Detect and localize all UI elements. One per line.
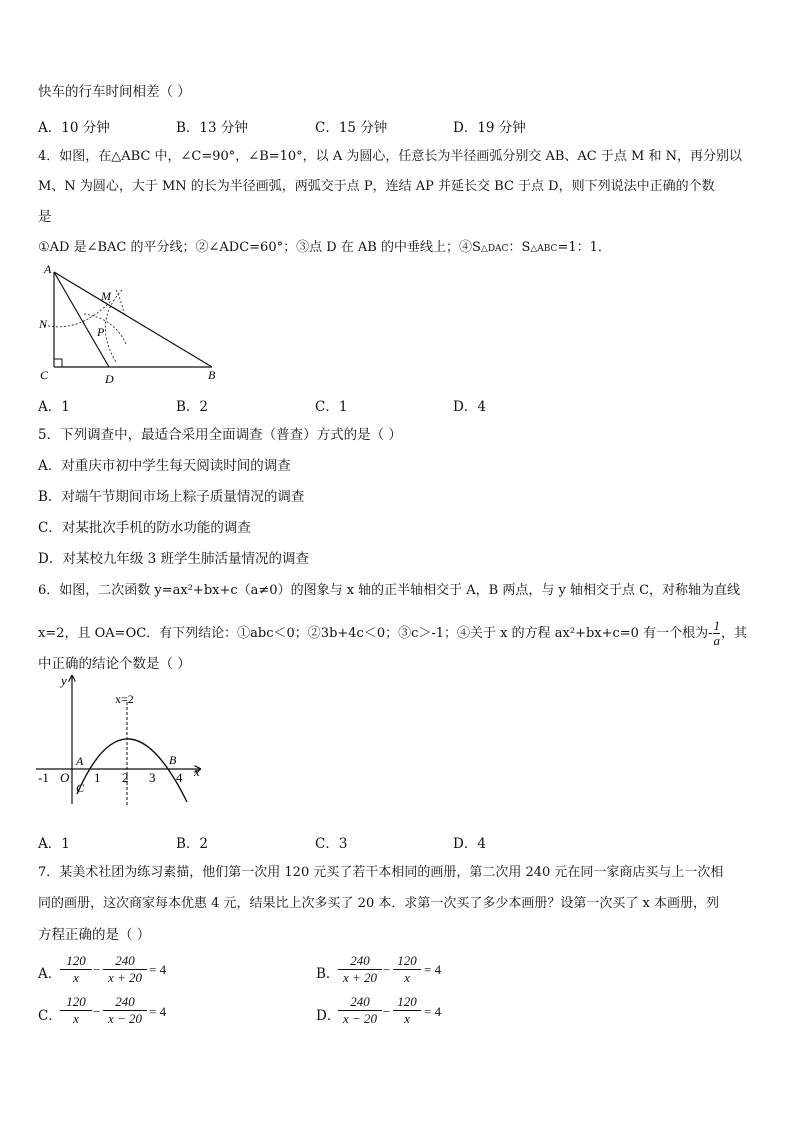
q4-option-a: A．1	[38, 399, 70, 415]
q7-option-d-frac1: $\frac{240}{x - 20}$	[338, 994, 382, 1027]
q7-option-a-minus: −	[93, 962, 101, 977]
label-point-c: C	[76, 781, 85, 795]
q5-option-b: B．对端午节期间市场上粽子质量情况的调查	[38, 489, 305, 505]
q6-option-b: B．2	[176, 836, 209, 852]
label-b: B	[208, 368, 216, 382]
q7-option-a-frac1: $\frac{120}{x}$	[60, 953, 92, 986]
q7-option-c-minus: −	[93, 1004, 101, 1019]
label-m: M	[101, 289, 111, 303]
tick-3: 3	[149, 770, 156, 785]
q7-stem-line1: 7．某美术社团为练习素描，他们第一次用 120 元买了若干本相同的画册，第二次用 240 元在同一家商店买与上一次相	[38, 865, 724, 880]
arc-from-n	[84, 314, 126, 344]
q6-parabola-graph	[34, 672, 214, 812]
q7-option-b-rhs: = 4	[424, 962, 442, 977]
label-symmetry-axis: x=2	[115, 692, 134, 706]
tick-2: 2	[122, 770, 129, 785]
q5-option-a: A．对重庆市初中学生每天阅读时间的调查	[38, 458, 291, 474]
tick-4: 4	[176, 770, 183, 785]
q7-option-c-rhs: = 4	[149, 1004, 167, 1019]
q7-option-c-label: C．	[38, 1008, 62, 1024]
side-ab	[54, 272, 212, 367]
label-y: y	[61, 673, 67, 688]
label-point-a: A	[76, 754, 84, 768]
q6-frac-den: a	[713, 633, 720, 648]
q6-stem-line1: 6．如图，二次函数 y=ax²+bx+c（a≠0）的图象与 x 轴的正半轴相交于 A，B 两点，与 y 轴相交于点 C，对称轴为直线	[38, 583, 741, 598]
q4-statements: ①AD 是∠BAC 的平分线；②∠ADC=60°；③点 D 在 AB 的中垂线上；④S△DAC：S△ABC=1：1．	[38, 240, 611, 255]
q6-stem-line3: 中正确的结论个数是（ ）	[38, 656, 191, 672]
q7-option-b-frac1: $\frac{240}{x + 20}$	[338, 953, 382, 986]
q6-option-d: D．4	[453, 836, 486, 852]
label-x: x	[194, 764, 200, 779]
q7-option-a-label: A．	[38, 966, 62, 982]
q4-triangle-figure	[34, 262, 234, 388]
q7-option-c-frac2: $\frac{240}{x - 20}$	[103, 994, 147, 1027]
q7-option-b-label: B．	[316, 966, 340, 982]
q4-option-b: B．2	[176, 399, 209, 415]
q3-option-c: C．15 分钟	[315, 120, 388, 136]
q4-option-c: C．1	[315, 399, 348, 415]
q7-option-a-frac2: $\frac{240}{x + 20}$	[103, 953, 147, 986]
q4-stem-line2: M、N 为圆心，大于 MN 的长为半径画弧，两弧交于点 P，连结 AP 并延长交 BC 于点 D，则下列说法中正确的个数	[38, 179, 715, 194]
q4-option-d: D．4	[453, 399, 486, 415]
q3-option-d: D．19 分钟	[453, 120, 526, 136]
q7-option-b-frac2: $\frac{120}{x}$	[393, 953, 421, 986]
q4-stem-line3: 是	[38, 209, 52, 225]
label-point-b: B	[169, 753, 177, 767]
q6-option-c: C．3	[315, 836, 348, 852]
q5-option-d: D．对某校九年级 3 班学生肺活量情况的调查	[38, 551, 309, 567]
q7-stem-line2: 同的画册，这次商家每本优惠 4 元，结果比上次多买了 20 本．求第一次买了多少本画册？设第一次买了 x 本画册，列	[38, 896, 719, 911]
q5-stem: 5．下列调查中，最适合采用全面调查（普查）方式的是（ ）	[38, 427, 402, 443]
q7-option-a-rhs: = 4	[149, 962, 167, 977]
tick-1: 1	[94, 770, 101, 785]
label-origin: O	[60, 770, 70, 785]
q6-frac-num: 1	[713, 618, 720, 633]
tick-neg1: -1	[38, 770, 49, 785]
q7-option-c-frac1: $\frac{120}{x}$	[60, 994, 92, 1027]
q7-option-b-minus: −	[383, 962, 391, 977]
q7-option-d-frac2: $\frac{120}{x}$	[393, 994, 421, 1027]
q5-option-c: C．对某批次手机的防水功能的调查	[38, 520, 251, 536]
right-angle-mark	[54, 359, 62, 367]
label-d: D	[105, 372, 114, 386]
q6-stem-line2: x=2，且 OA=OC．有下列结论：①abc＜0；②3b+4c＜0；③c＞-1；④关于 x 的方程 ax²+bx+c=0 有一个根为- $\frac{1}{a}$ ，其	[38, 618, 747, 648]
label-a: A	[44, 262, 52, 276]
q3-option-b: B．13 分钟	[176, 120, 248, 136]
q7-stem-line3: 方程正确的是（ ）	[38, 927, 151, 943]
label-n: N	[39, 317, 48, 331]
q6-option-a: A．1	[38, 836, 70, 852]
q7-option-d-minus: −	[383, 1004, 391, 1019]
q4-stem-line1: 4．如图，在△ABC 中，∠C=90°，∠B=10°，以 A 为圆心，任意长为半径画弧分别交 AB、AC 于点 M 和 N，再分别以	[38, 149, 742, 164]
label-c: C	[40, 368, 49, 382]
q3-option-a: A．10 分钟	[38, 120, 110, 136]
bisector-ad	[54, 272, 109, 367]
label-p: P	[97, 325, 105, 339]
q7-option-d-rhs: = 4	[424, 1004, 442, 1019]
q7-option-d-label: D．	[316, 1008, 341, 1024]
q3-stem-tail: 快车的行车时间相差（ ）	[38, 84, 191, 100]
